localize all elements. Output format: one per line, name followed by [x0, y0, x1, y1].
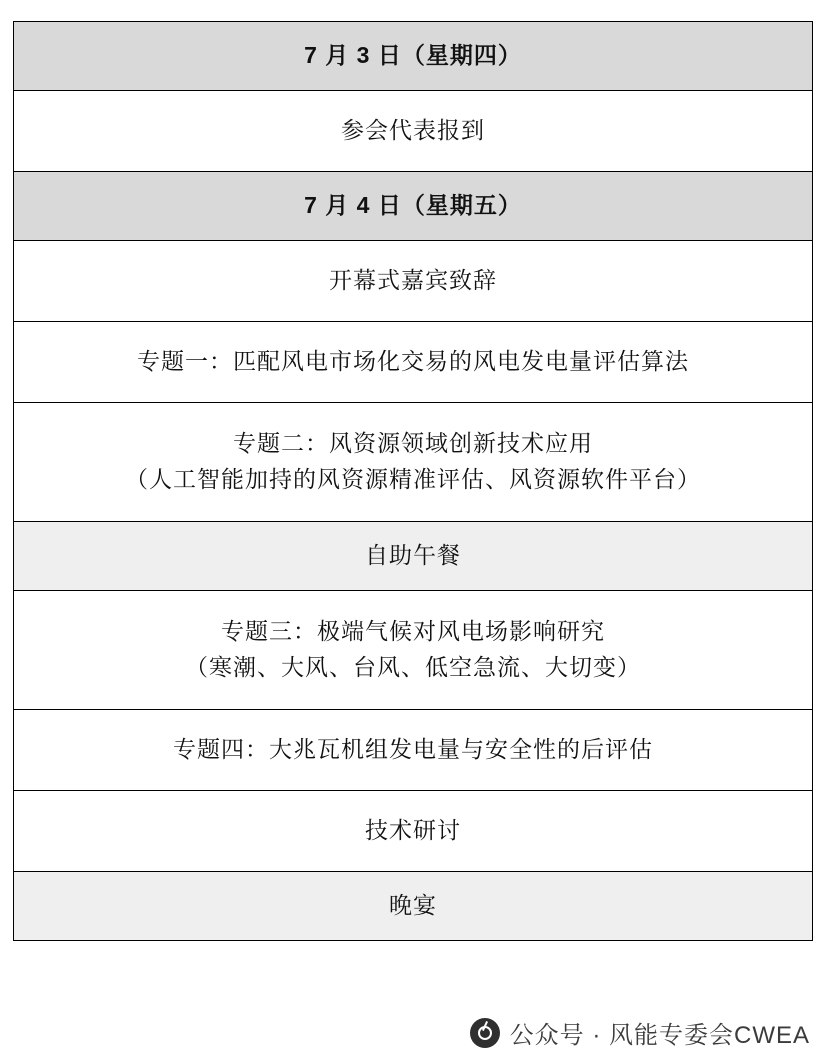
agenda-cell	[14, 322, 813, 403]
watermark-text: 公众号 · 风能专委会CWEA	[509, 1022, 810, 1049]
wechat-official-account-icon	[470, 1018, 500, 1048]
agenda-cell	[14, 91, 813, 172]
break-cell	[14, 522, 813, 591]
cell-line: 专题三：极端气候对风电场影响研究	[221, 618, 605, 645]
cell-line: 专题二：风资源领域创新技术应用	[233, 430, 593, 457]
cell-line: 参会代表报到	[341, 117, 485, 144]
table-row	[14, 91, 813, 172]
cell-line: 7 月 3 日（星期四）	[304, 42, 522, 69]
schedule-table-body	[14, 22, 813, 941]
cell-line: 专题四：大兆瓦机组发电量与安全性的后评估	[173, 736, 653, 763]
table-row	[14, 241, 813, 322]
table-row	[14, 22, 813, 91]
cell-line: （人工智能加持的风资源精准评估、风资源软件平台）	[125, 466, 701, 492]
table-row	[14, 522, 813, 591]
watermark	[466, 1011, 816, 1054]
agenda-cell	[14, 710, 813, 791]
table-row	[14, 591, 813, 710]
agenda-cell	[14, 403, 813, 522]
day-header-cell	[14, 22, 813, 91]
table-row	[14, 791, 813, 872]
table-row	[14, 322, 813, 403]
cell-line: 7 月 4 日（星期五）	[304, 192, 522, 219]
table-row	[14, 403, 813, 522]
cell-line: 自助午餐	[365, 542, 461, 569]
cell-line: 专题一：匹配风电市场化交易的风电发电量评估算法	[137, 348, 689, 375]
agenda-cell	[14, 791, 813, 872]
table-row	[14, 872, 813, 941]
cell-line: 晚宴	[389, 892, 437, 919]
cell-line: （寒潮、大风、台风、低空急流、大切变）	[185, 654, 641, 680]
agenda-cell	[14, 591, 813, 710]
day-header-cell	[14, 172, 813, 241]
table-row	[14, 710, 813, 791]
table-row	[14, 172, 813, 241]
schedule-table	[13, 21, 813, 941]
cell-line: 技术研讨	[365, 817, 461, 844]
cell-line: 开幕式嘉宾致辞	[329, 267, 497, 294]
break-cell	[14, 872, 813, 941]
agenda-cell	[14, 241, 813, 322]
